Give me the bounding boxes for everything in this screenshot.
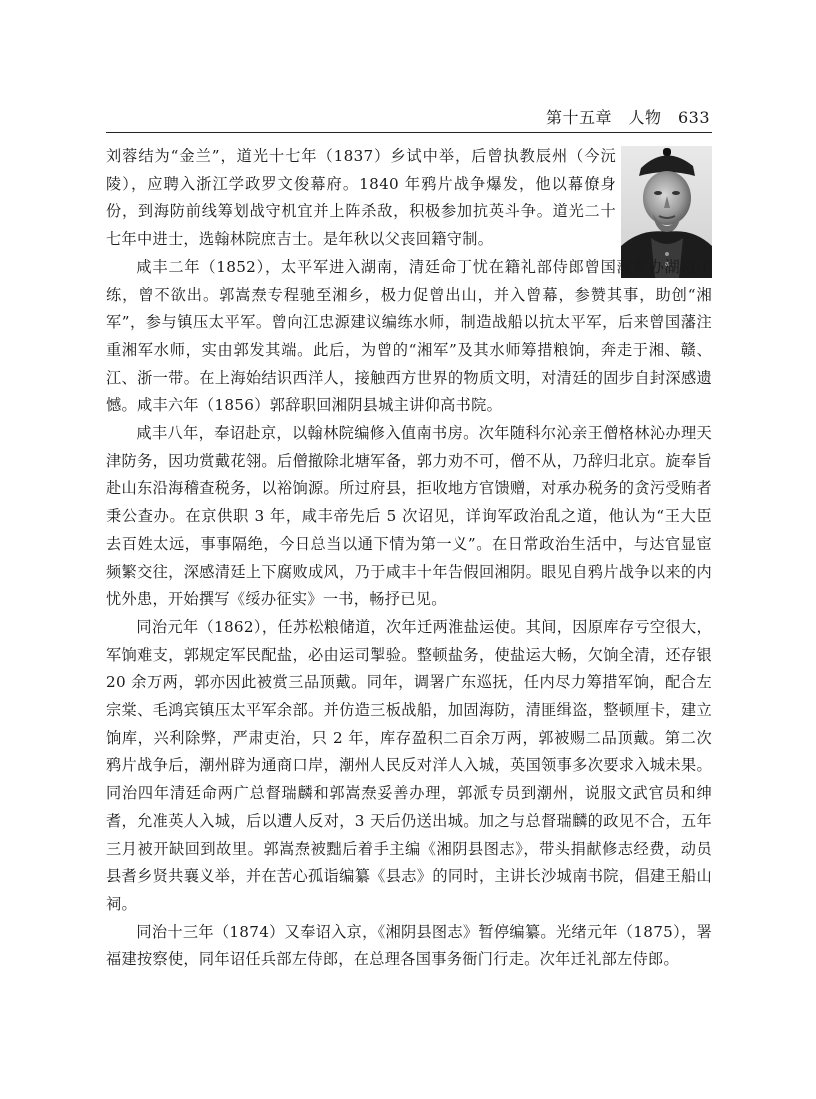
paragraph: 同治元年（1862），任苏松粮储道，次年迁两淮盐运使。其间，因原库存亏空很大，军饷难支，郭规定军民配盐，必由运司掣验。整顿盐务，使盐运大畅，欠饷全清，还存银 20 余万两，郭亦因此被赏三品顶戴。同年，调署广东巡抚，任内尽力筹措军饷，配合左宗棠、毛鸿宾镇压太平军余部。并仿造三板战船，加固海防，清匪缉盗，整顿厘卡，建立饷库，兴利除弊，严肃吏治，只 2 年，库存盈积二百余万两，郭被赐二品顶戴。第二次鸦片战争后，潮州辟为通商口岸，潮州人民反对洋人入城，英国领事多次要求入城未果。同治四年清廷命两广总督瑞麟和郭嵩焘妥善办理，郭派专员到潮州，说服文武官员和绅耆，允准英人入城，后以遭人反对，3 天后仍送出城。加之与总督瑞麟的政见不合，五年三月被开缺回到故里。郭嵩焘被黜后着手主编《湘阴县图志》，带头捐献修志经费，动员县耆乡贤共襄义举，并在苦心孤诣编纂《县志》的同时，主讲长沙城南书院，倡建王船山祠。 xyxy=(106,617,712,913)
paragraph: 咸丰二年（1852），太平军进入湖南，清廷命丁忧在籍礼部侍郎曾国藩帮办湖南团练，曾不欲出。郭嵩焘专程驰至湘乡，极力促曾出山，并入曾幕，参赞其事，助创“湘军”，参与镇压太平军。曾向江忠源建议编练水师，制造战船以抗太平军，后来曾国藩注重湘军水师，实由郭发其端。此后，为曾的“湘军”及其水师筹措粮饷，奔走于湘、赣、江、浙一带。在上海始结识西洋人，接触西方世界的物质文明，对清廷的固步自封深感遗憾。咸丰六年（1856）郭辞职回湘阴县城主讲仰高书院。 xyxy=(106,257,712,415)
running-title: 第十五章 人物 633 xyxy=(545,108,710,127)
portrait-wrap-space xyxy=(616,143,712,253)
body-text xyxy=(106,143,712,974)
paragraph: 刘蓉结为“金兰”，道光十七年（1837）乡试中举，后曾执教辰州（今沅陵），应聘入浙江学政罗文俊幕府。1840 年鸦片战争爆发，他以幕僚身份，到海防前线筹划战守机宜并上阵杀敌，积极参加抗英斗争。道光二十七年中进士，选翰林院庶吉士。是年秋以父丧回籍守制。 xyxy=(106,147,616,249)
running-header xyxy=(106,108,712,133)
paragraph: 咸丰八年，奉诏赴京，以翰林院编修入值南书房。次年随科尔沁亲王僧格林沁办理天津防务，因功赏戴花翎。后僧撤除北塘军备，郭力劝不可，僧不从，乃辞归北京。旋奉旨赴山东沿海稽查税务，以裕饷源。所过府县，拒收地方官馈赠，对承办税务的贪污受贿者秉公查办。在京供职 3 年，咸丰帝先后 5 次诏见，详询军政治乱之道，他认为“王大臣去百姓太远，事事隔绝，今日总当以通下情为第一义”。在日常政治生活中，与达官显宦频繁交往，深感清廷上下腐败成风，乃于咸丰十年告假回湘阴。眼见自鸦片战争以来的内忧外患，开始撰写《绥办征实》一书，畅抒已见。 xyxy=(106,424,712,609)
paragraph: 同治十三年（1874）又奉诏入京，《湘阴县图志》暂停编纂。光绪元年（1875），署福建按察使，同年诏任兵部左侍郎，在总理各国事务衙门行走。次年迁礼部左侍郎。 xyxy=(106,922,712,969)
